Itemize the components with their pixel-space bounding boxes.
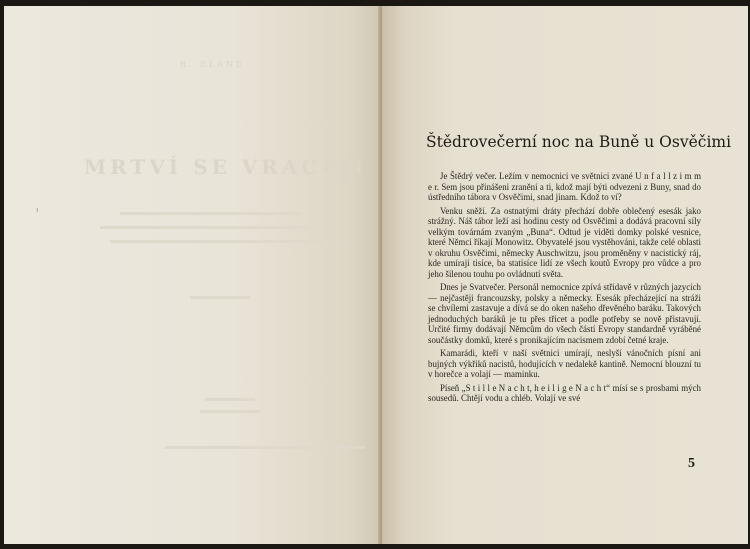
chapter-title: Štědrovečerní noc na Buně u Osvěčimi — [426, 133, 732, 151]
paragraph: Kamarádi, kteří v naší světnici umírají, neslyší vánočních písní ani bujných výkřiků nacistů, hodujících v nedalekě kantině. Nemocní blouzní tu v horečce a volají — maminku. — [428, 348, 701, 379]
paragraph: Je Štědrý večer. Ležím v nemocnici ve světnici zvané U n f a l l z i m m e r. Sem jsou přinášeni zranění a ti, kdož mají býti odvezeni z Buny, snad do ústředního tábora v Osvěčimi, snad jinam. Kdož to ví? — [428, 171, 701, 202]
paragraph: Venku sněží. Za ostnatými dráty přechází dobře oblečený esesák jako strážný. Náš tábor leží asi hodinu cesty od Osvěčimi a dodává pracovní síly velkým továrnám zvaným „Buna“. Odtud je viděti domky polské vesnice, které Němci říkají Monowitz. Obyvatelé jsou vystěhováni, takže celé oblasti v okruhu Osvěčimi, německy Auschwitzu, jsou proměněny v nacistický ráj, kde umírají tisíce, ba statisíce lidí ze všech koutů Evropy pro vůdce a pro jeho šílenou touhu po ovládnutí světa. — [428, 205, 701, 279]
paragraph: Píseň „S t i l l e N a c h t, h e i l i g e N a c h t“ mísí se s prosbami mých sousedů. Chtějí vodu a chléb. Volají ve své — [428, 382, 701, 403]
show-through-line — [205, 398, 255, 401]
show-through-line — [100, 226, 320, 229]
page-number: 5 — [688, 456, 695, 471]
show-through-line — [165, 446, 365, 449]
margin-mark: ꜝ — [36, 208, 39, 218]
show-through-line — [200, 410, 260, 413]
body-text — [428, 171, 701, 407]
show-through-author: R. ELAND — [180, 60, 246, 69]
left-page — [4, 6, 382, 544]
show-through-line — [110, 240, 340, 243]
show-through-signature — [190, 296, 250, 299]
show-through-title: MRTVÍ SE VRACEJÍ — [84, 155, 368, 179]
paragraph: Dnes je Svatvečer. Personál nemocnice zpívá střídavě v různých jazycích — nejčastěji francouzsky, polsky a německy. Esesák přecházející na stráži se chvílemi zastavuje a dívá se do oken našeho dřevěného baráku. Takových jednoduchých baráků je tu přes třicet a podle potřeby se nově přistavují. Určité firmy dodávají Němcům do všech částí Evropy standardně vyráběné součástky domků, které s pronikajícím nacismem zdobí četné kraje. — [428, 282, 701, 345]
show-through-line — [120, 212, 300, 215]
